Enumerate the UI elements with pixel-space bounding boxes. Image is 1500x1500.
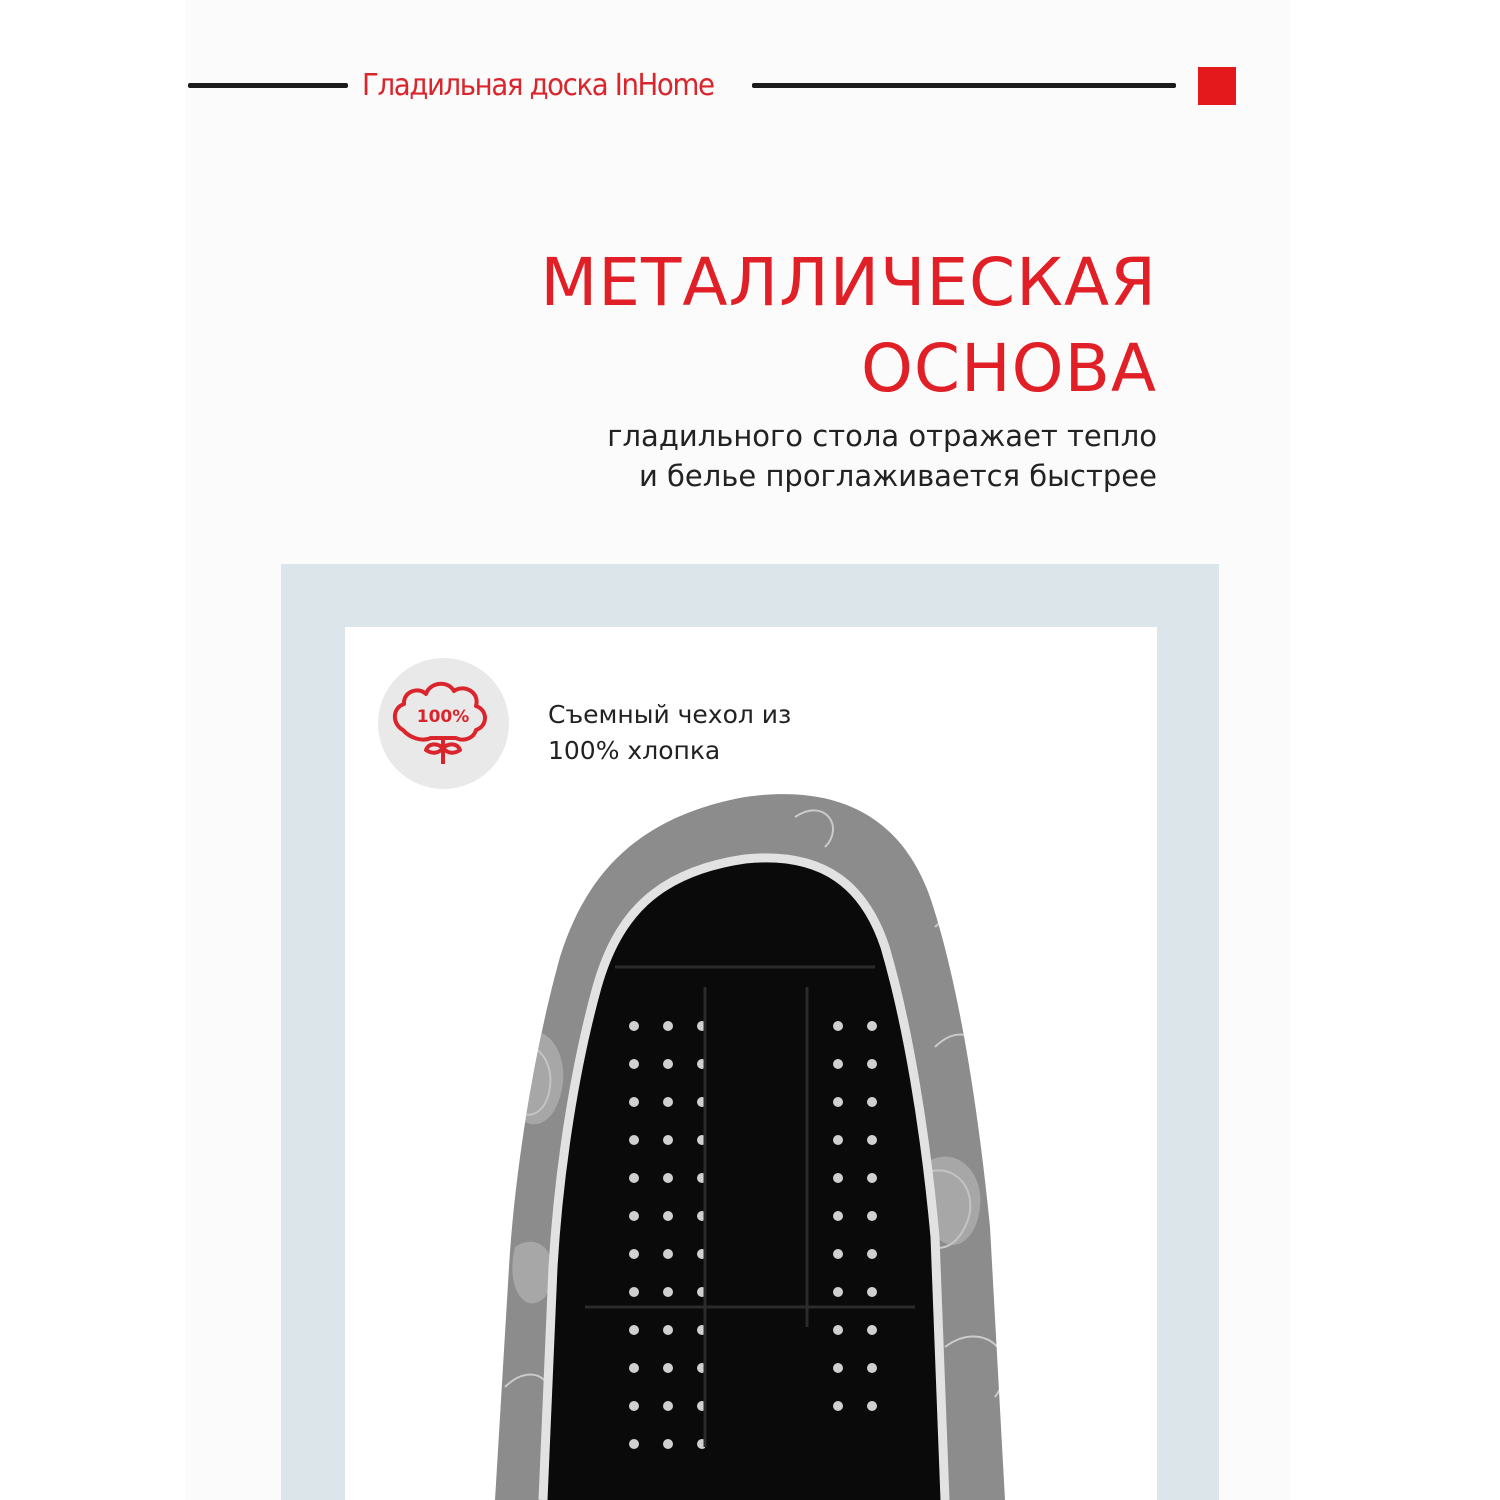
brand-square	[1198, 67, 1236, 105]
subtext-line-2: и белье проглаживается быстрее	[638, 459, 1157, 493]
header-rule-right	[752, 83, 1176, 88]
feature-line-2: 100% хлопка	[548, 736, 721, 765]
subtext-line-1: гладильного стола отражает тепло	[607, 419, 1157, 453]
header-rule-left	[188, 83, 348, 88]
header-title: Гладильная доска InHome	[362, 68, 714, 103]
subtext	[357, 416, 1157, 496]
cotton-flower-icon	[378, 658, 509, 789]
cotton-badge	[378, 658, 509, 789]
cotton-badge-label: 100%	[416, 707, 470, 727]
headline-line-1: МЕТАЛЛИЧЕСКАЯ	[540, 244, 1157, 321]
feature-line-1: Съемный чехол из	[548, 700, 792, 729]
headline	[357, 240, 1157, 412]
feature-text	[548, 697, 888, 769]
headline-line-2: ОСНОВА	[860, 330, 1157, 407]
